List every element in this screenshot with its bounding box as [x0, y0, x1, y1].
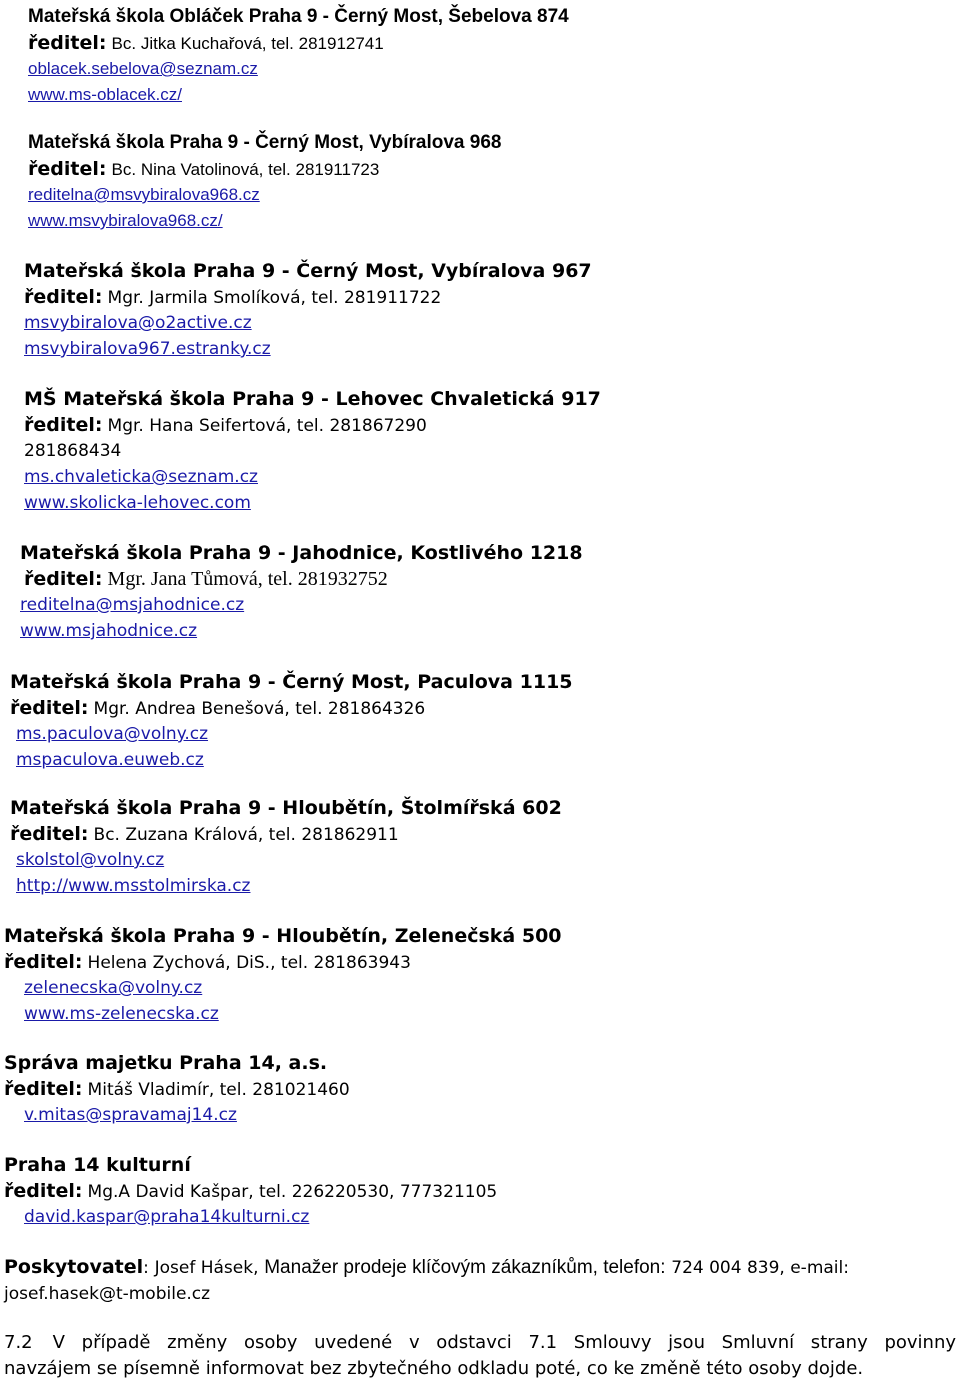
entry-title: Praha 14 kulturní — [4, 1154, 191, 1176]
provider-name: Josef Hásek, — [154, 1258, 259, 1278]
director-info: Mgr. Jarmila Smolíková, tel. 281911722 — [107, 288, 442, 308]
director-info: Mitáš Vladimír, tel. 281021460 — [87, 1080, 350, 1100]
entry-title: Mateřská škola Praha 9 - Černý Most, Vybíralova 968 — [28, 132, 502, 153]
director-label: ředitel: — [4, 951, 83, 973]
provider-email: josef.hasek@t-mobile.cz — [4, 1284, 211, 1304]
email-link[interactable]: ms.paculova@volny.cz — [16, 724, 209, 744]
email-link[interactable]: reditelna@msjahodnice.cz — [20, 595, 245, 615]
second-phone: 281868434 — [24, 441, 122, 461]
entry-title: Mateřská škola Praha 9 - Jahodnice, Kostlivého 1218 — [20, 542, 583, 564]
director-label: ředitel: — [28, 32, 107, 54]
clause-line-1 — [4, 1330, 956, 1356]
entry-title: Mateřská škola Praha 9 - Hloubětín, Zelenečská 500 — [4, 925, 562, 947]
contact-entry-jahodnice — [20, 540, 583, 644]
web-link[interactable]: msvybiralova967.estranky.cz — [24, 339, 271, 359]
entry-title: MŠ Mateřská škola Praha 9 - Lehovec Chvaletická 917 — [24, 388, 601, 410]
clause-text-1: V případě změny osoby uvedené v odstavci 7.1 Smlouvy jsou Smluvní strany povinny — [52, 1332, 956, 1353]
contact-entry-zelenecska — [4, 923, 562, 1027]
contact-entry-oblacek — [28, 4, 569, 108]
contact-entry-chvaleticka — [24, 386, 601, 516]
email-link[interactable]: ms.chvaleticka@seznam.cz — [24, 467, 258, 487]
director-info: Helena Zychová, DiS., tel. 281863943 — [87, 953, 411, 973]
director-label: ředitel: — [10, 823, 89, 845]
contact-entry-sprava-majetku — [4, 1050, 350, 1128]
director-info: Bc. Jitka Kuchařová, tel. 281912741 — [111, 34, 384, 53]
director-info: Mgr. Hana Seifertová, tel. 281867290 — [107, 416, 427, 436]
director-info: Bc. Nina Vatolinová, tel. 281911723 — [111, 160, 380, 179]
entry-title: Mateřská škola Praha 9 - Černý Most, Paculova 1115 — [10, 671, 573, 693]
entry-title: Mateřská škola Obláček Praha 9 - Černý Most, Šebelova 874 — [28, 6, 569, 27]
director-info: Mgr. Jana Tůmová, tel. 281932752 — [107, 568, 388, 590]
web-link[interactable]: http://www.msstolmirska.cz — [16, 876, 251, 896]
director-label: ředitel: — [28, 158, 107, 180]
director-info: Mg.A David Kašpar, tel. 226220530, 777321105 — [87, 1182, 498, 1202]
clause-number: 7.2 — [4, 1332, 33, 1353]
contact-entry-vybiralova-967 — [24, 258, 592, 362]
provider-sep: : — [143, 1258, 149, 1278]
email-link[interactable]: skolstol@volny.cz — [16, 850, 165, 870]
director-info: Bc. Zuzana Králová, tel. 281862911 — [93, 825, 399, 845]
director-label: ředitel: — [4, 1180, 83, 1202]
clause-7-2 — [4, 1330, 956, 1382]
web-link[interactable]: mspaculova.euweb.cz — [16, 750, 204, 770]
director-label: ředitel: — [4, 1078, 83, 1100]
director-label: ředitel: — [24, 286, 103, 308]
provider-phone: 724 004 839, e-mail: — [671, 1258, 849, 1278]
contact-entry-vybiralova-968 — [28, 130, 501, 234]
entry-title: Mateřská škola Praha 9 - Hloubětín, Štolmířská 602 — [10, 797, 562, 819]
provider-block — [4, 1254, 956, 1307]
director-label: ředitel: — [24, 568, 103, 590]
entry-title: Správa majetku Praha 14, a.s. — [4, 1052, 328, 1074]
provider-label: Poskytovatel — [4, 1256, 144, 1278]
contact-entry-paculova — [10, 669, 573, 773]
clause-line-2: navzájem se písemně informovat bez zbytečného odkladu poté, co ke změně této osoby dojde. — [4, 1358, 864, 1379]
email-link[interactable]: reditelna@msvybiralova968.cz — [28, 185, 260, 204]
director-label: ředitel: — [24, 414, 103, 436]
web-link[interactable]: www.msjahodnice.cz — [20, 621, 198, 641]
web-link[interactable]: www.msvybiralova968.cz/ — [28, 211, 223, 230]
web-link[interactable]: www.skolicka-lehovec.com — [24, 493, 251, 513]
web-link[interactable]: www.ms-zelenecska.cz — [24, 1004, 219, 1024]
email-link[interactable]: v.mitas@spravamaj14.cz — [24, 1105, 237, 1125]
contact-entry-praha14-kulturni — [4, 1152, 497, 1230]
director-label: ředitel: — [10, 697, 89, 719]
director-info: Mgr. Andrea Benešová, tel. 281864326 — [93, 699, 426, 719]
email-link[interactable]: oblacek.sebelova@seznam.cz — [28, 59, 258, 78]
entry-title: Mateřská škola Praha 9 - Černý Most, Vybíralova 967 — [24, 260, 592, 282]
email-link[interactable]: msvybiralova@o2active.cz — [24, 313, 252, 333]
provider-role: Manažer prodeje klíčovým zákazníkům, telefon: — [264, 1257, 666, 1278]
web-link[interactable]: www.ms-oblacek.cz/ — [28, 85, 182, 104]
email-link[interactable]: david.kaspar@praha14kulturni.cz — [24, 1207, 310, 1227]
email-link[interactable]: zelenecska@volny.cz — [24, 978, 203, 998]
contact-entry-stolmirska — [10, 795, 562, 899]
